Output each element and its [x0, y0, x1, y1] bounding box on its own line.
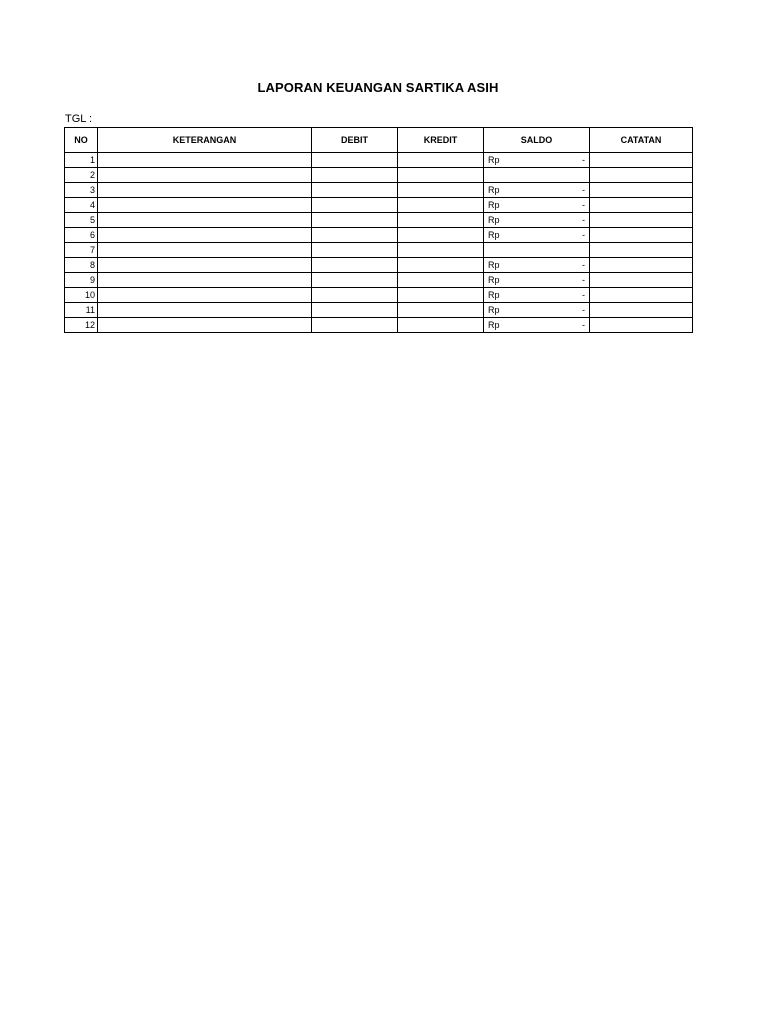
cell-no: 2	[65, 168, 98, 183]
date-label: TGL :	[65, 113, 93, 125]
table-row	[65, 288, 693, 303]
cell-keterangan[interactable]	[98, 183, 312, 198]
saldo-currency: Rp	[488, 275, 500, 285]
table-row	[65, 258, 693, 273]
cell-no: 9	[65, 273, 98, 288]
saldo-value-wrap	[486, 318, 587, 332]
saldo-value-wrap	[486, 288, 587, 302]
saldo-value-wrap	[486, 198, 587, 212]
table-row	[65, 228, 693, 243]
cell-debit[interactable]	[312, 258, 398, 273]
cell-debit[interactable]	[312, 198, 398, 213]
cell-debit[interactable]	[312, 273, 398, 288]
table-row	[65, 318, 693, 333]
saldo-currency: Rp	[488, 155, 500, 165]
cell-keterangan[interactable]	[98, 228, 312, 243]
saldo-currency: Rp	[488, 185, 500, 195]
cell-catatan[interactable]	[590, 303, 693, 318]
cell-keterangan[interactable]	[98, 213, 312, 228]
saldo-value-wrap	[486, 273, 587, 287]
table-row	[65, 168, 693, 183]
cell-saldo[interactable]	[484, 243, 590, 258]
cell-catatan[interactable]	[590, 168, 693, 183]
table-row	[65, 198, 693, 213]
header-debit: DEBIT	[312, 128, 398, 153]
header-catatan: CATATAN	[590, 128, 693, 153]
cell-keterangan[interactable]	[98, 318, 312, 333]
saldo-currency: Rp	[488, 290, 500, 300]
cell-saldo[interactable]	[484, 288, 590, 303]
cell-catatan[interactable]	[590, 198, 693, 213]
table-row	[65, 243, 693, 258]
cell-catatan[interactable]	[590, 183, 693, 198]
cell-saldo[interactable]	[484, 168, 590, 183]
financial-report-table	[64, 127, 693, 333]
cell-keterangan[interactable]	[98, 273, 312, 288]
header-saldo: SALDO	[484, 128, 590, 153]
cell-saldo[interactable]	[484, 228, 590, 243]
cell-kredit[interactable]	[398, 318, 484, 333]
cell-catatan[interactable]	[590, 273, 693, 288]
cell-no: 11	[65, 303, 98, 318]
cell-kredit[interactable]	[398, 303, 484, 318]
cell-no: 4	[65, 198, 98, 213]
table-body	[65, 153, 693, 333]
saldo-currency: Rp	[488, 320, 500, 330]
cell-catatan[interactable]	[590, 243, 693, 258]
cell-no: 10	[65, 288, 98, 303]
table-header-row	[65, 128, 693, 153]
cell-keterangan[interactable]	[98, 198, 312, 213]
table-row	[65, 213, 693, 228]
cell-kredit[interactable]	[398, 183, 484, 198]
cell-debit[interactable]	[312, 318, 398, 333]
header-no: NO	[65, 128, 98, 153]
saldo-currency: Rp	[488, 215, 500, 225]
cell-keterangan[interactable]	[98, 243, 312, 258]
saldo-amount: -	[582, 200, 585, 210]
header-kredit: KREDIT	[398, 128, 484, 153]
cell-catatan[interactable]	[590, 153, 693, 168]
cell-debit[interactable]	[312, 183, 398, 198]
cell-kredit[interactable]	[398, 288, 484, 303]
cell-kredit[interactable]	[398, 168, 484, 183]
cell-debit[interactable]	[312, 213, 398, 228]
cell-no: 1	[65, 153, 98, 168]
saldo-currency: Rp	[488, 230, 500, 240]
cell-debit[interactable]	[312, 243, 398, 258]
saldo-amount: -	[582, 290, 585, 300]
saldo-amount: -	[582, 320, 585, 330]
table-row	[65, 183, 693, 198]
cell-keterangan[interactable]	[98, 153, 312, 168]
cell-kredit[interactable]	[398, 153, 484, 168]
cell-catatan[interactable]	[590, 318, 693, 333]
table-row	[65, 303, 693, 318]
cell-debit[interactable]	[312, 168, 398, 183]
cell-catatan[interactable]	[590, 258, 693, 273]
saldo-amount: -	[582, 305, 585, 315]
table-row	[65, 273, 693, 288]
cell-keterangan[interactable]	[98, 303, 312, 318]
cell-saldo[interactable]	[484, 258, 590, 273]
cell-catatan[interactable]	[590, 228, 693, 243]
saldo-value-wrap	[486, 303, 587, 317]
saldo-value-wrap	[486, 153, 587, 167]
cell-saldo[interactable]	[484, 303, 590, 318]
saldo-value-wrap	[486, 183, 587, 197]
cell-saldo[interactable]	[484, 153, 590, 168]
saldo-amount: -	[582, 185, 585, 195]
table-row	[65, 153, 693, 168]
cell-keterangan[interactable]	[98, 288, 312, 303]
cell-saldo[interactable]	[484, 213, 590, 228]
cell-keterangan[interactable]	[98, 258, 312, 273]
saldo-currency: Rp	[488, 260, 500, 270]
cell-no: 5	[65, 213, 98, 228]
saldo-amount: -	[582, 155, 585, 165]
cell-no: 6	[65, 228, 98, 243]
cell-debit[interactable]	[312, 153, 398, 168]
header-keterangan: KETERANGAN	[98, 128, 312, 153]
cell-debit[interactable]	[312, 228, 398, 243]
saldo-value-wrap	[486, 258, 587, 272]
cell-saldo[interactable]	[484, 273, 590, 288]
cell-keterangan[interactable]	[98, 168, 312, 183]
cell-catatan[interactable]	[590, 213, 693, 228]
saldo-currency: Rp	[488, 305, 500, 315]
saldo-amount: -	[582, 230, 585, 240]
saldo-amount: -	[582, 215, 585, 225]
cell-saldo[interactable]	[484, 183, 590, 198]
cell-saldo[interactable]	[484, 198, 590, 213]
saldo-currency: Rp	[488, 200, 500, 210]
cell-kredit[interactable]	[398, 243, 484, 258]
cell-kredit[interactable]	[398, 258, 484, 273]
saldo-amount: -	[582, 275, 585, 285]
cell-no: 3	[65, 183, 98, 198]
cell-saldo[interactable]	[484, 318, 590, 333]
saldo-value-wrap	[486, 213, 587, 227]
saldo-value-wrap	[486, 228, 587, 242]
cell-no: 7	[65, 243, 98, 258]
cell-kredit[interactable]	[398, 198, 484, 213]
cell-catatan[interactable]	[590, 288, 693, 303]
cell-kredit[interactable]	[398, 273, 484, 288]
cell-kredit[interactable]	[398, 213, 484, 228]
cell-kredit[interactable]	[398, 228, 484, 243]
saldo-amount: -	[582, 260, 585, 270]
cell-debit[interactable]	[312, 288, 398, 303]
cell-no: 12	[65, 318, 98, 333]
cell-debit[interactable]	[312, 303, 398, 318]
cell-no: 8	[65, 258, 98, 273]
report-title: LAPORAN KEUANGAN SARTIKA ASIH	[257, 80, 499, 95]
